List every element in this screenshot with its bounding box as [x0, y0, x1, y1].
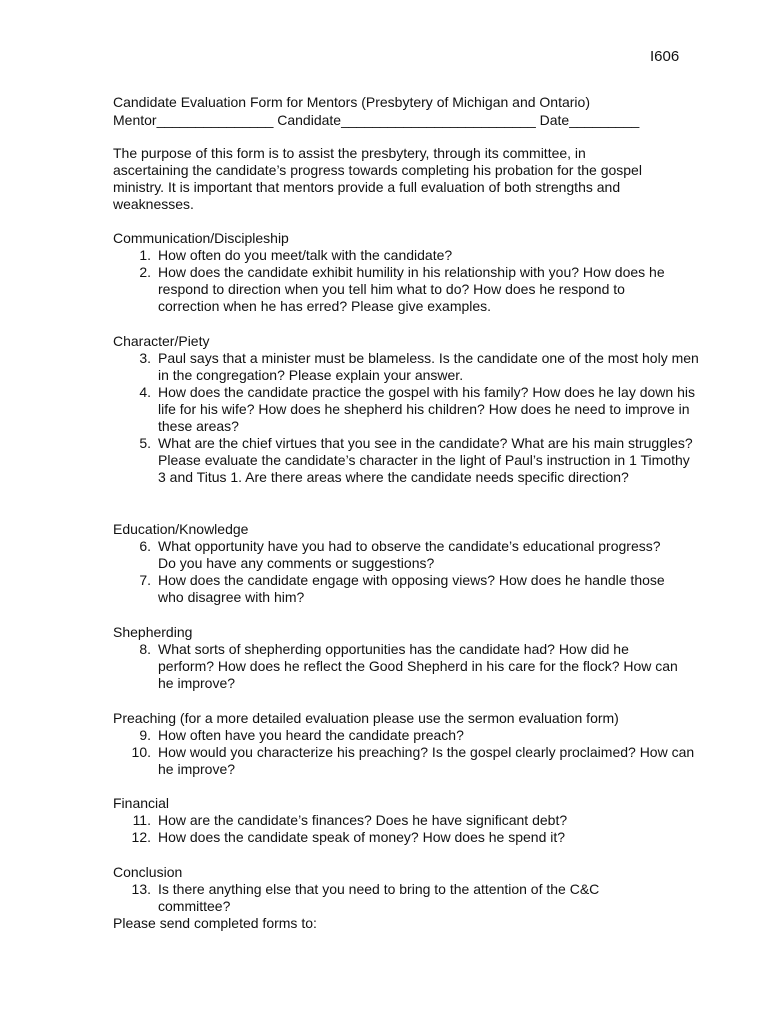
question-text: What opportunity have you had to observe the candidate’s educational progress? Do you have any comments or suggestions?	[158, 538, 661, 571]
question-number: 10.	[131, 744, 151, 760]
section-heading: Shepherding	[113, 624, 193, 640]
question-text: Paul says that a minister must be blameless. Is the candidate one of the most holy men in the congregation? Please explain your answer.	[158, 350, 699, 383]
question-number: 2.	[139, 264, 151, 280]
question-item	[113, 881, 658, 915]
section-shepherding	[113, 624, 678, 692]
question-text: What are the chief virtues that you see in the candidate? What are his main struggles? Please evaluate the candidate’s character in the light of Paul’s instruction in 1 Timothy 3 and Titus 1. Are there areas where the candidate needs specific direction?	[158, 435, 693, 485]
question-number: 3.	[139, 350, 151, 366]
form-id: I606	[650, 48, 680, 65]
question-text: Is there anything else that you need to bring to the attention of the C&C committee?	[158, 881, 600, 914]
section-heading: Preaching (for a more detailed evaluation please use the sermon evaluation form)	[113, 710, 619, 726]
section-conclusion	[113, 864, 673, 932]
closing-instruction: Please send completed forms to:	[113, 915, 317, 931]
question-text: How does the candidate engage with opposing views? How does he handle those who disagree with him?	[158, 572, 665, 605]
section-education-knowledge	[113, 521, 673, 606]
form-title: Candidate Evaluation Form for Mentors (Presbytery of Michigan and Ontario)	[113, 94, 590, 110]
question-text: How does the candidate exhibit humility in his relationship with you? How does he respond to direction when you tell him what to do? How does he respond to correction when he has erred? Please give examples.	[158, 264, 665, 314]
question-text: How are the candidate’s finances? Does he have significant debt?	[158, 812, 568, 828]
question-item	[113, 829, 703, 846]
question-list	[113, 247, 673, 315]
question-item	[113, 435, 693, 486]
question-text: How does the candidate practice the gospel with his family? How does he lay down his life for his wife? How does he shepherd his children? How does he need to improve in these areas?	[158, 384, 695, 434]
question-list	[113, 350, 699, 486]
question-number: 12.	[131, 829, 151, 845]
question-text: How would you characterize his preaching? Is the gospel clearly proclaimed? How can he improve?	[158, 744, 695, 777]
question-list	[113, 727, 695, 778]
section-heading: Financial	[113, 795, 170, 811]
question-list	[113, 812, 673, 846]
section-preaching	[113, 710, 695, 778]
question-item	[113, 572, 693, 606]
section-communication-discipleship	[113, 230, 673, 315]
question-list	[113, 538, 673, 606]
question-item	[113, 264, 673, 315]
question-number: 9.	[139, 727, 151, 743]
section-financial	[113, 795, 673, 846]
section-character-piety	[113, 333, 699, 486]
question-item	[113, 641, 688, 692]
section-heading: Communication/Discipleship	[113, 230, 289, 246]
purpose-paragraph: The purpose of this form is to assist the presbytery, through its committee, in ascertaining the candidate’s progress towards completing his probation for the gospel ministry. It is important that mentors provide a full evaluation of both strengths and weaknesses.	[113, 145, 642, 212]
question-list	[113, 641, 678, 692]
question-number: 6.	[139, 538, 151, 554]
question-number: 1.	[139, 247, 151, 263]
question-list	[113, 881, 673, 915]
question-item	[113, 812, 703, 829]
question-item	[113, 350, 703, 384]
question-text: How does the candidate speak of money? How does he spend it?	[158, 829, 566, 845]
section-heading: Education/Knowledge	[113, 521, 249, 537]
question-number: 7.	[139, 572, 151, 588]
mentor-candidate-date-fields: Mentor_______________ Candidate_________________________ Date_________	[113, 112, 640, 128]
question-number: 5.	[139, 435, 151, 451]
question-number: 8.	[139, 641, 151, 657]
section-heading: Conclusion	[113, 864, 183, 880]
question-item	[113, 247, 673, 264]
question-number: 4.	[139, 384, 151, 400]
section-heading: Character/Piety	[113, 333, 210, 349]
question-item	[113, 384, 703, 435]
question-text: How often have you heard the candidate preach?	[158, 727, 464, 743]
question-item	[113, 744, 708, 778]
question-item	[113, 538, 663, 572]
question-number: 11.	[132, 812, 151, 828]
question-item	[113, 727, 703, 744]
question-number: 13.	[131, 881, 151, 897]
question-text: How often do you meet/talk with the candidate?	[158, 247, 453, 263]
question-text: What sorts of shepherding opportunities has the candidate had? How did he perform? How does he reflect the Good Shepherd in his care for the flock? How can he improve?	[158, 641, 678, 691]
